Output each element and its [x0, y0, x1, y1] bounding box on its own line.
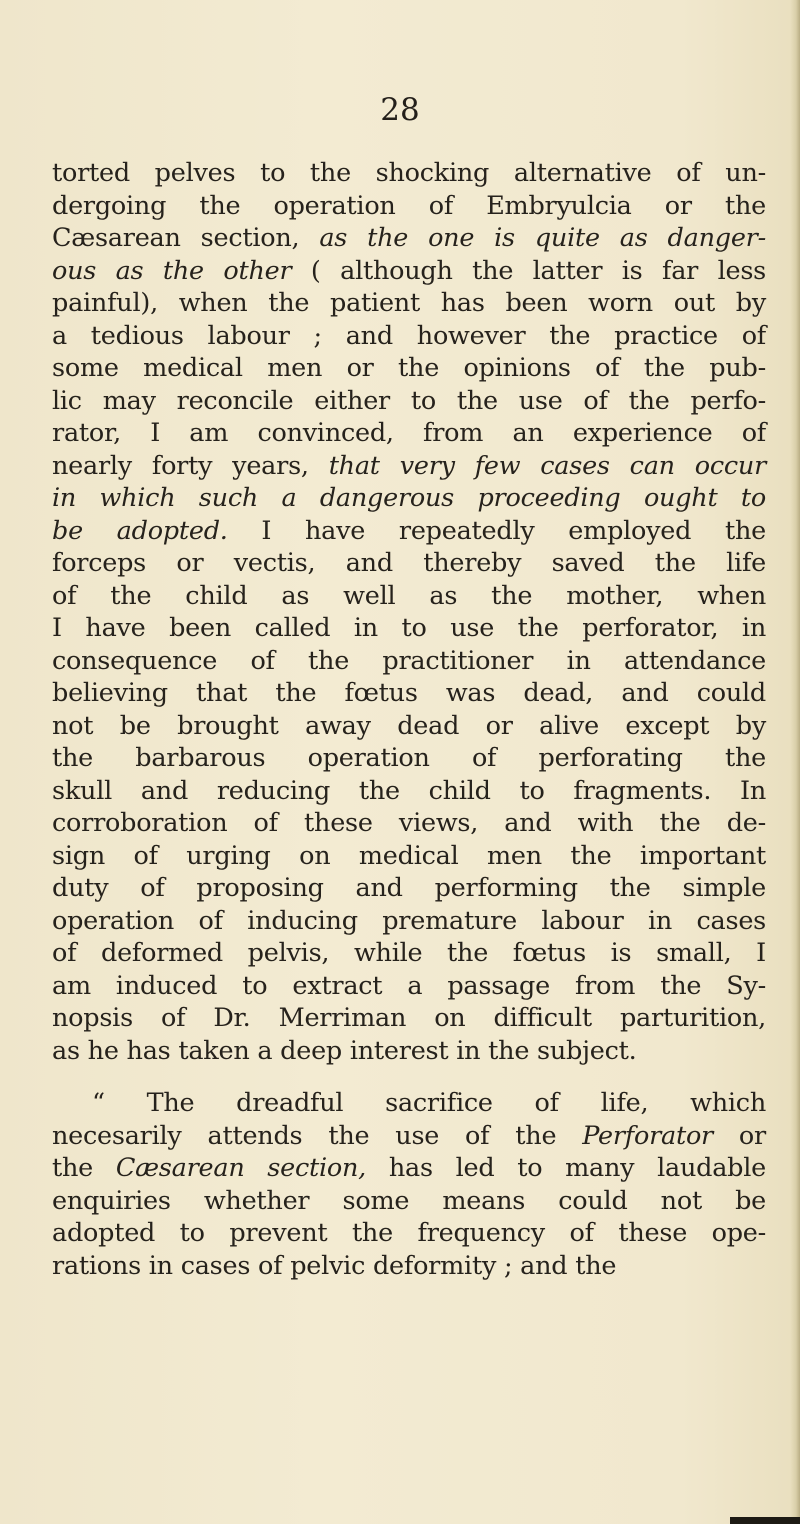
page-number: 28: [380, 92, 420, 128]
text-run: not be brought away dead or alive except by: [52, 710, 766, 741]
text-run: lic may reconcile either to the use of the perfo-: [52, 385, 766, 416]
text-run: forceps or vectis, and thereby saved the life: [52, 548, 766, 578]
text-run: some medical men or the opinions of the pub-: [52, 353, 766, 383]
text-line: [52, 840, 766, 873]
text-line: [52, 385, 766, 418]
text-line: [52, 222, 766, 255]
text-line: [52, 1217, 766, 1250]
text-run: as he has taken a deep interest in the subject.: [52, 1035, 637, 1066]
text-run: of the child as well as the mother, when: [52, 580, 766, 611]
italic-text-run: that very few cases can occur: [328, 450, 767, 481]
text-run: a tedious labour ; and however the practice of: [52, 320, 766, 351]
text-line: [52, 1185, 766, 1218]
text-run: has led to many laudable: [366, 1153, 766, 1183]
text-line: [52, 547, 766, 580]
text-run: the barbarous operation of perforating the: [52, 743, 766, 773]
text-run: necesarily attends the use of the: [52, 1120, 583, 1151]
text-run: rations in cases of pelvic deformity ; and the: [52, 1250, 617, 1281]
text-line: [52, 677, 766, 710]
text-run: dergoing the operation of Embryulcia or the: [52, 190, 766, 221]
text-run: or: [713, 1120, 766, 1151]
text-line: [52, 1002, 766, 1035]
text-line: [52, 417, 766, 450]
text-line: [52, 970, 766, 1003]
text-run: duty of proposing and performing the simple: [52, 873, 766, 903]
text-line: [52, 710, 766, 743]
text-run: enquiries whether some means could not be: [52, 1185, 766, 1216]
text-line: [52, 1120, 766, 1153]
text-run: consequence of the practitioner in attendance: [52, 645, 766, 676]
text-line: [52, 157, 766, 190]
text-line: [52, 450, 766, 483]
text-run: I have been called in to use the perforator, in: [52, 613, 766, 643]
text-line: [52, 287, 766, 320]
text-line: [52, 612, 766, 645]
paragraph-gap: [52, 1067, 766, 1087]
text-run: adopted to prevent the frequency of these ope-: [52, 1218, 766, 1248]
italic-text-run: as the one is quite as danger-: [319, 223, 766, 253]
text-line: [52, 1250, 766, 1283]
text-line: [52, 320, 766, 353]
text-line: [52, 1152, 766, 1185]
text-run: am induced to extract a passage from the Sy-: [52, 970, 766, 1001]
text-line: [52, 742, 766, 775]
body-text: [52, 157, 766, 1282]
text-run: nearly forty years,: [52, 450, 329, 481]
text-line: [52, 482, 766, 515]
italic-text-run: be adopted.: [52, 515, 228, 546]
italic-text-run: ous as the other: [52, 255, 292, 286]
text-line: [52, 775, 766, 808]
text-run: Cæsarean section,: [52, 223, 320, 253]
italic-text-run: Perforator: [582, 1120, 713, 1151]
text-line: [52, 937, 766, 970]
text-line: [52, 580, 766, 613]
text-run: I have repeatedly employed the: [227, 515, 766, 546]
text-run: nopsis of Dr. Merriman on difficult parturition,: [52, 1003, 766, 1033]
text-line: [52, 515, 766, 548]
text-run: “ The dreadful sacrifice of life, which: [92, 1088, 766, 1118]
text-run: painful), when the patient has been worn out by: [52, 288, 766, 318]
italic-text-run: in which such a dangerous proceeding ought to: [52, 483, 766, 513]
text-run: of deformed pelvis, while the fœtus is small, I: [52, 938, 766, 968]
paragraph-2: [52, 1087, 766, 1282]
text-line: [52, 905, 766, 938]
italic-text-run: Cæsarean section,: [115, 1153, 367, 1183]
text-run: operation of inducing premature labour in cases: [52, 905, 766, 936]
text-run: rator, I am convinced, from an experience of: [52, 418, 766, 448]
text-run: ( although the latter is far less: [291, 255, 766, 286]
text-line: [52, 807, 766, 840]
text-line: [52, 872, 766, 905]
text-run: the: [52, 1153, 116, 1183]
text-run: corroboration of these views, and with the de-: [52, 808, 766, 838]
text-run: torted pelves to the shocking alternative of un-: [52, 158, 766, 188]
page-edge-shadow: [790, 0, 800, 1524]
text-line: [52, 1087, 766, 1120]
text-run: sign of urging on medical men the important: [52, 840, 766, 871]
text-line: [52, 190, 766, 223]
text-run: believing that the fœtus was dead, and could: [52, 678, 766, 708]
paragraph-1: [52, 157, 766, 1067]
text-line: [52, 1035, 766, 1068]
text-line: [52, 255, 766, 288]
bottom-edge-mark: [730, 1517, 800, 1524]
text-line: [52, 352, 766, 385]
text-line: [52, 645, 766, 678]
text-run: skull and reducing the child to fragments. In: [52, 775, 766, 806]
